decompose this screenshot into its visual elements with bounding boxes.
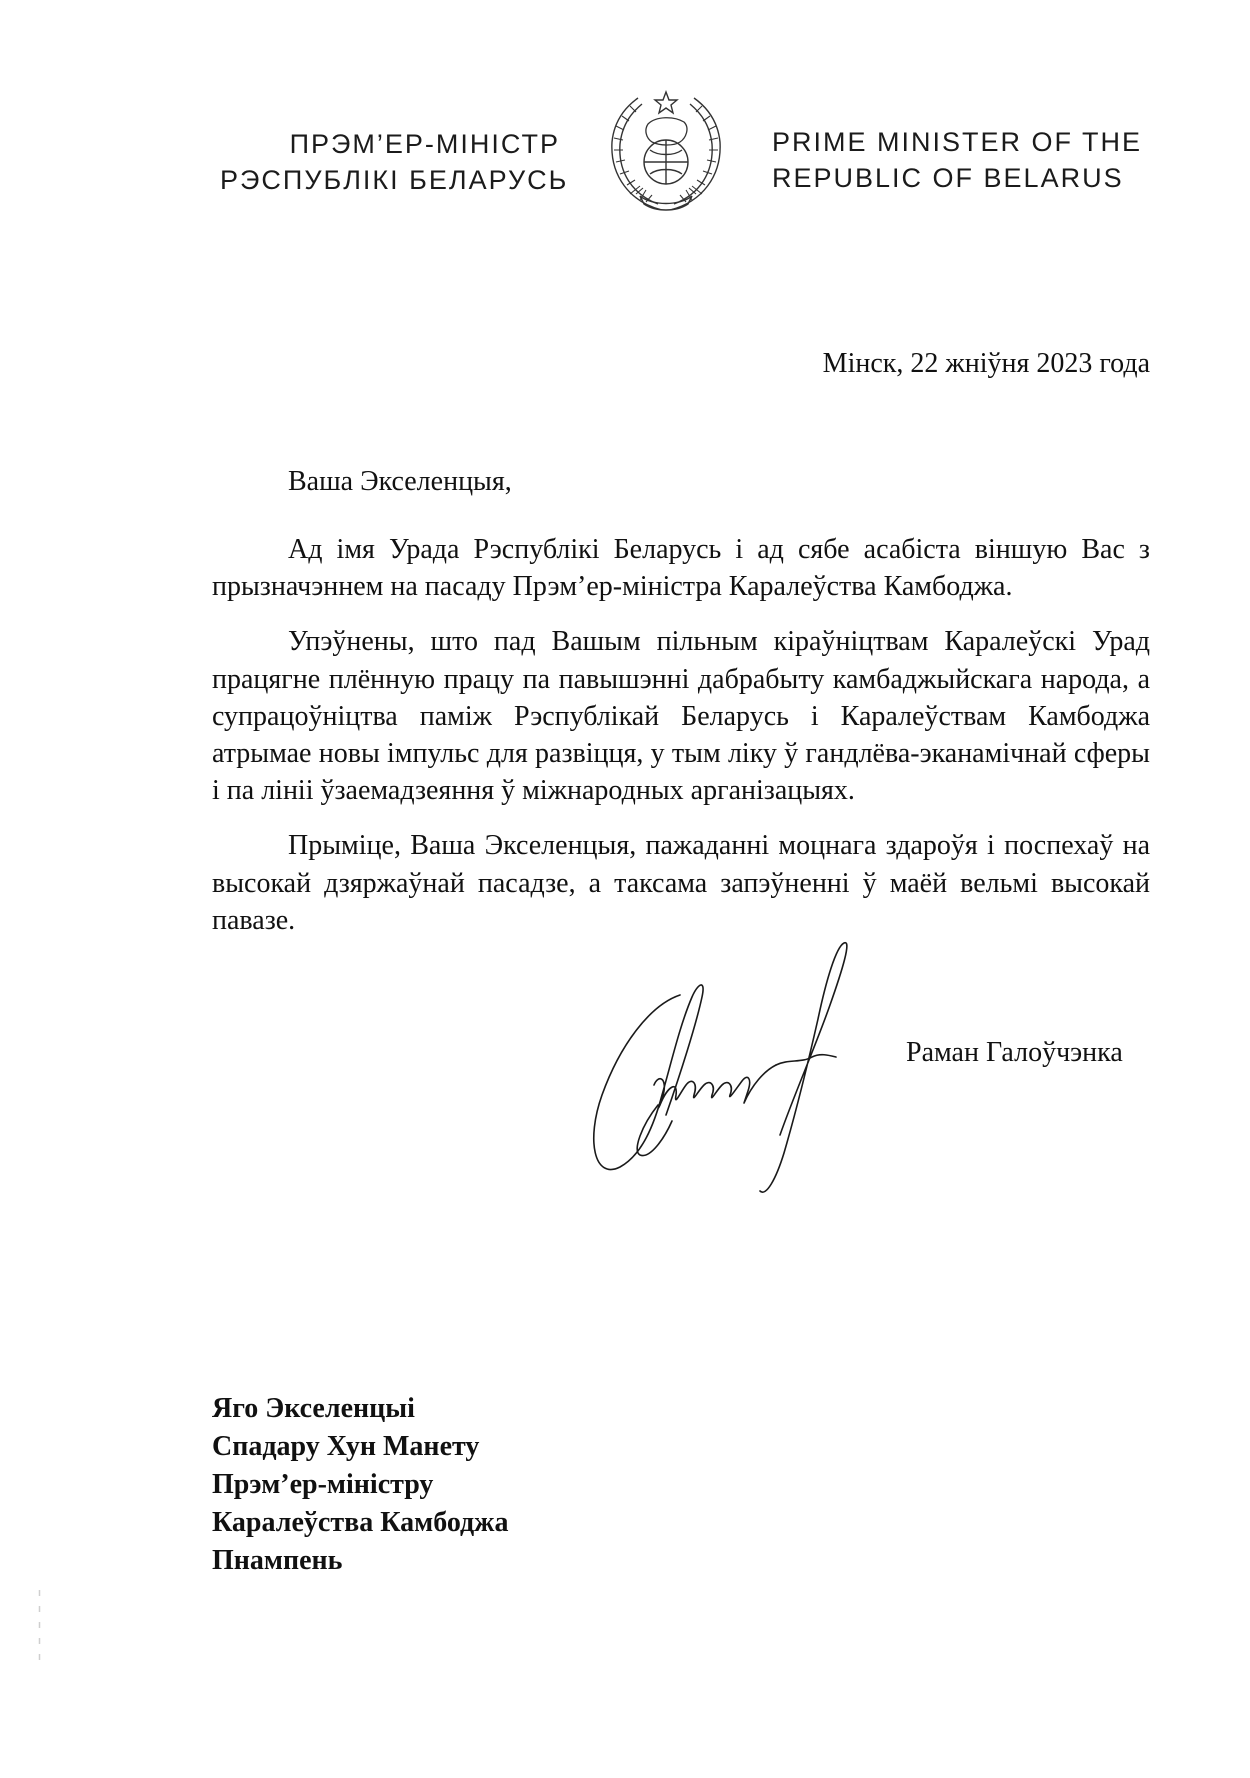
addressee-line: Яго Экселенцыі bbox=[212, 1393, 415, 1424]
signer-name: Раман Галоўчэнка bbox=[906, 1037, 1123, 1068]
paragraph-congratulations: Ад імя Урада Рэспублікі Беларусь і ад сябе асабіста віншую Вас з прызначэннем на пасаду Прэм’ер-міністра Каралеўства Камбоджа. bbox=[212, 534, 1150, 603]
letterhead-belarusian bbox=[220, 126, 569, 198]
coat-of-arms-icon bbox=[600, 86, 732, 218]
addressee-line: Каралеўства Камбоджа bbox=[212, 1507, 509, 1538]
letterhead-en-line1: PRIME MINISTER OF THE bbox=[772, 127, 1143, 157]
letterhead-en-line2: REPUBLIC OF BELARUS bbox=[772, 163, 1124, 193]
addressee-block bbox=[212, 1390, 509, 1580]
paragraph-cooperation: Упэўнены, што пад Вашым пільным кіраўніцтвам Каралеўскі Урад працягне плённую працу па павышэнні дабрабыту камбаджыйскага народа, а супрацоўніцтва паміж Рэспублікай Беларусь і Каралеўствам Камбоджа атрымае новы імпульс для развіцця, у тым ліку ў гандлёва-эканамічнай сферы і па лініі ўзаемадзеяння ў міжнародных арганізацыях. bbox=[212, 626, 1150, 807]
letter-body bbox=[212, 531, 1150, 957]
paragraph-closing: Прыміце, Ваша Экселенцыя, пажаданні моцнага здароўя і поспехаў на высокай дзяржаўнай пасадзе, а таксама запэўненні ў маёй вельмі высокай павазе. bbox=[212, 830, 1150, 936]
addressee-line: Пнампень bbox=[212, 1545, 343, 1576]
handwritten-signature bbox=[580, 935, 900, 1275]
letterhead-by-line1: ПРЭМ’ЕР-МІНІСТР bbox=[289, 129, 560, 159]
date-line: Мінск, 22 жніўня 2023 года bbox=[822, 348, 1150, 379]
salutation: Ваша Экселенцыя, bbox=[288, 466, 512, 497]
addressee-line: Спадару Хун Манету bbox=[212, 1431, 480, 1462]
scan-margin-mark bbox=[38, 1590, 41, 1670]
addressee-line: Прэм’ер-міністру bbox=[212, 1469, 434, 1500]
letterhead-by-line2: РЭСПУБЛІКІ БЕЛАРУСЬ bbox=[220, 165, 569, 195]
letterhead-english bbox=[772, 124, 1172, 196]
